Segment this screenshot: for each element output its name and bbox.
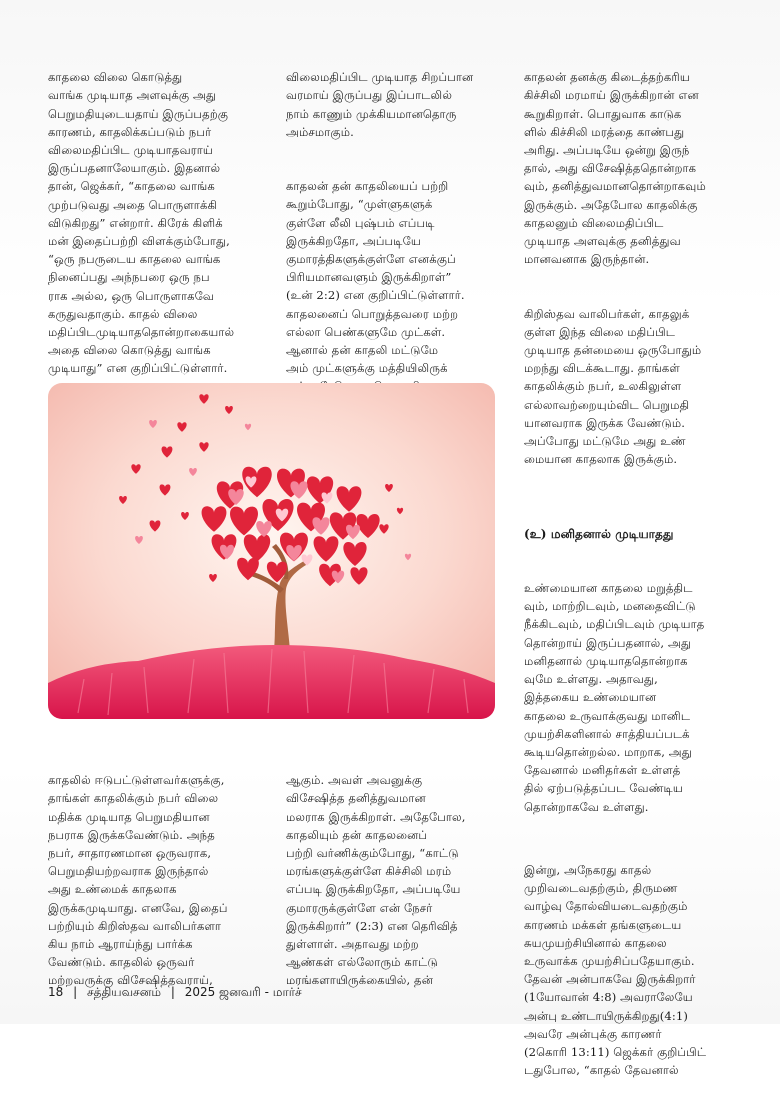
column-2-bottom [286,753,496,1026]
paragraph: உண்மையான காதலை மறுத்திட வும், மாற்றிடவும், மனதைவிட்டு நீக்கிடவும், மதிப்பிடவும் முடியாத தொன்றாய் இருப்பதனால், அது மனிதனால் முடியாததொன்றாக வுமே உள்ளது. அதாவது, இத்தகைய உண்மையான காதலை உருவாக்குவது மானிட முயற்சிகளினால் சாத்தியப்படக் கூடியதொன்றல்ல. மாறாக, அது தேவனால் மனிதர்கள் உள்ளத் தில் ஏற்படுத்தப்பட வேண்டிய தொன்றாகவே உள்ளது. [524,581,705,814]
paragraph: காதலில் ஈடுபட்டுள்ளவர்களுக்கு, தாங்கள் காதலிக்கும் நபர் விலை மதிக்க முடியாத பெறுமதியான நபராக இருக்கவேண்டும். அந்த நபர், சாதாரணமான ஒருவராக, பெறுமதியற்றவராக இருந்தால் அது உண்மைக் காதலாக இருக்கமுடியாது. எனவே, இதைப் பற்றியும் கிறிஸ்தவ வாலிபர்களா கிய நாம் ஆராய்ந்து பார்க்க வேண்டும். காதலில் ஒருவர் மற்றவருக்கு விசேஷித்தவராய், [48,773,228,988]
paragraph: காதலன் தனக்கு கிடைத்தற்கரிய கிச்சிலி மரமாய் இருக்கிறான் என கூறுகிறாள். பொதுவாக காடுக ளில் கிச்சிலி மரத்தை காண்பது அரிது. அப்படியே ஒன்று இருந் தால், அது விசேஷித்ததொன்றாக வும், தனித்துவமானதொன்றாகவும் இருக்கும். அதேபோல காதலிக்கு காதலனும் விலைமதிப்பிட முடியாத அளவுக்கு தனித்துவ மானவனாக இருந்தான். [524,70,706,267]
column-3 [524,50,744,1116]
paragraph: விலைமதிப்பிட முடியாத சிறப்பான வரமாய் இருப்பது இப்பாடலில் நாம் காணும் முக்கியமானதொரு அம்சமாகும். [286,70,474,139]
issue-date: 2025 ஜனவரி - மார்ச் [184,985,302,999]
magazine-name: சத்தியவசனம் [86,985,161,999]
page-number: 18 [48,985,64,999]
column-1-top [48,50,258,414]
paragraph: காதலை விலை கொடுத்து வாங்க முடியாத அளவுக்கு அது பெறுமதியுடையதாய் இருப்பதற்கு காரணம், காதலிக்கப்படும் நபர் விலைமதிப்பிட முடியாதவராய் இருப்பதனாலேயாகும். இதனால் தான், ஜெக்கர், “காதலை வாங்க முற்படுவது அதை பொருளாக்கி விடுகிறது” என்றார். கிரேக் கிளிக் மன் இதைப்பற்றி விளக்கும்போது, “ஒரு நபருடைய காதலை வாங்க நினைப்பது அந்நபரை ஒரு நப ராக அல்ல, ஒரு பொருளாகவே கருதுவதாகும். காதல் விலை மதிப்பிடமுடியாததொன்றாகையால் அதை விலை கொடுத்து வாங்க முடியாது” என குறிப்பிட்டுள்ளார். [48,70,235,376]
page-footer [48,985,308,1001]
paragraph: இன்று, அநேகரது காதல் முறிவடைவதற்கும், திருமண வாழ்வு தோல்வியடைவதற்கும் காரணம் மக்கள் தங்களுடைய சுயமுயற்சியினால் காதலை உருவாக்க முயற்சிப்பதேயாகும். தேவன் அன்பாகவே இருக்கிறார் (1யோவான் 4:8) அவராலேயே அன்பு உண்டாயிருக்கிறது(4:1) அவரே அன்புக்கு காரணர் (2கொரி 13:11) ஜெக்கர் குறிப்பிட் டதுபோல, “காதல் தேவனால் [524,862,707,1078]
paragraph: கிறிஸ்தவ வாலிபர்கள், காதலுக் குள்ள இந்த விலை மதிப்பிட முடியாத தன்மையை ஒருபோதும் மறந்து விடக்கூடாது. தாங்கள் காதலிக்கும் நபர், உலகிலுள்ள எல்லாவற்றையும்விட பெறுமதி யானவராக இருக்க வேண்டும். அப்போது மட்டுமே அது உண் மையான காதலாக இருக்கும். [524,306,702,467]
footer-separator: | [170,985,175,999]
paragraph: காதலன் தன் காதலியைப் பற்றி கூறும்போது, “முள்ளுகளுக் குள்ளே லீலி புஷ்பம் எப்படி இருக்கிறதோ, அப்படியே குமாரத்திகளுக்குள்ளே எனக்குப் பிரியமானவளும் இருக்கிறாள்” (உன் 2:2) என குறிப்பிட்டுள்ளார். காதலனைப் பொறுத்தவரை மற்ற எல்லா பெண்களுமே முட்கள். ஆனால் தன் காதலி மட்டுமே அம் முட்களுக்கு மத்தியிலிருக் [286,179,465,376]
footer-separator: | [73,985,78,999]
heart-tree-illustration [48,383,495,719]
paragraph: ஆகும். அவள் அவனுக்கு விசேஷித்த தனித்துவமான மலராக இருக்கிறாள். அதேபோல, காதலியும் தன் காதலனைப் பற்றி வர்ணிக்கும்போது, “காட்டு மரங்களுக்குள்ளே கிச்சிலி மரம் எப்படி இருக்கிறதோ, அப்படியே குமாரருக்குள்ளே என் நேசர் இருக்கிறார்” (2:3) என தெரிவித் துள்ளாள். அதாவது மற்ற ஆண்கள் எல்லோரும் காட்டு மரங்களாயிருக்கையில், தன் [286,773,466,988]
section-heading: (உ) மனிதனால் முடியாதது [524,526,674,541]
heart-tree-image [48,383,495,719]
